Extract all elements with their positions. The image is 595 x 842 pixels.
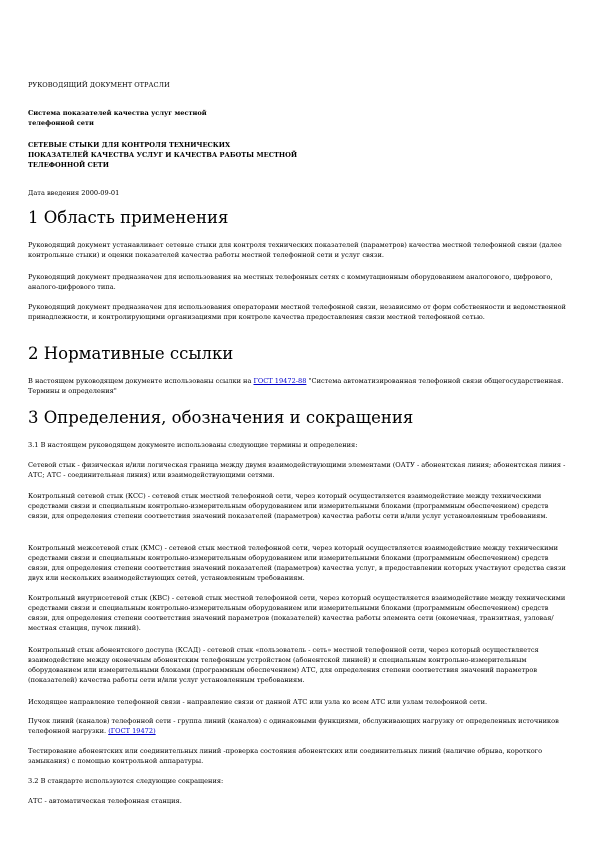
section-3-1-intro: 3.1 В настоящем руководящем документе использованы следующие термины и определения: [28,441,358,449]
definition-line-testing: Тестирование абонентских или соединительных линий -проверка состояния абонентских или соединительных линий (наличие обрыва, короткого замыкания) с помощью контрольной аппаратуры. [28,747,543,765]
section-1-paragraph-1: Руководящий документ устанавливает сетевые стыки для контроля технических показателей (параметров) качества местной телефонной связи (далее контрольные стыки) и оценки показателей качества работы местной телефонной сети и услуг связи. [28,241,562,259]
section-2-paragraph [28,376,568,396]
definition-kms: Контрольный межсетевой стык (КМС) - сетевой стык местной телефонной сети, через который осуществляется взаимодействие между техническими средствами связи и специальным контрольно-измерительным оборудованием или измерительными блоками (программным обеспечением) средств связи, для определения степени соответствия значений показателей (параметров) качества услуг, в предоставлении которых участвуют средства связи двух или нескольких взаимодействующих сетей, установленным требованиям. [28,544,566,582]
definition-network-interface: Сетевой стык - физическая и/или логическая граница между двумя взаимодействующими элементами (ОАТУ - абонентская линия; абонентская линия - АТС; АТС - соединительная линия) или взаимодействующими сетями. [28,461,566,479]
definition-ksad: Контрольный стык абонентского доступа (КСАД) - сетевой стык «пользователь - сеть» местной телефонной сети, через который осуществляется взаимодействие между оконечным абонентским телефонным устройством (абонентской линией) и специальным контрольно-измерительным оборудованием или измерительными блоками (программным обеспечением) АТС, для определения степени соответствия значений параметров (показателей) качества работы сети и/или услуг установленным требованиям. [28,646,539,684]
org-line: РУКОВОДЯЩИЙ ДОКУМЕНТ ОТРАСЛИ [28,81,170,89]
line-bundle-text: Пучок линий (каналов) телефонной сети - группа линий (каналов) с одинаковыми функциями, обслуживающих нагрузку от определенных источников телефонной нагрузки. [28,717,559,735]
section-1-heading: 1 Область применения [28,208,229,227]
document-title-line-2: ПОКАЗАТЕЛЕЙ КАЧЕСТВА УСЛУГ И КАЧЕСТВА РАБОТЫ МЕСТНОЙ [28,151,298,159]
definition-line-bundle [28,716,568,736]
definition-outgoing-direction: Исходящее направление телефонной связи - направление связи от данной АТС или узла ко всем АТС или узлам телефонной сети. [28,698,488,706]
section-2-text-before: В настоящем руководящем документе использованы ссылки на [28,377,254,385]
abbreviation-ats: АТС - автоматическая телефонная станция. [28,797,182,805]
gost-19472-link[interactable]: (ГОСТ 19472) [108,727,156,735]
section-2-text-after: "Система автоматизированная телефонной связи общегосударственная. Термины и определения" [28,377,564,395]
section-2-heading: 2 Нормативные ссылки [28,344,234,363]
subtitle-line-1: Система показателей качества услуг местной [28,109,207,117]
document-title-line-3: ТЕЛЕФОННОЙ СЕТИ [28,161,109,169]
effective-date: Дата введения 2000-09-01 [28,189,120,197]
document-title-line-1: СЕТЕВЫЕ СТЫКИ ДЛЯ КОНТРОЛЯ ТЕХНИЧЕСКИХ [28,141,231,149]
subtitle-line-2: телефонной сети [28,119,94,127]
section-1-paragraph-3: Руководящий документ предназначен для использования операторами местной телефонной связи, независимо от форм собственности и ведомственной принадлежности, и контролирующими организациями при контроле качества предоставления связи местной телефонной сетью. [28,303,566,321]
definition-kvs: Контрольный внутрисетевой стык (КВС) - сетевой стык местной телефонной сети, через который осуществляется взаимодействие между техническими средствами связи и специальным контрольно-измерительным оборудованием или измерительными блоками (программным обеспечением) средств связи, для определения степени соответствия значений параметров (показателей) качества работы элемента сети (оконечная, транзитная, узловая/местная станция, пучок линий). [28,594,566,632]
section-1-paragraph-2: Руководящий документ предназначен для использования на местных телефонных сетях с коммутационным оборудованием аналогового, цифрового, аналого-цифрового типа. [28,273,553,291]
definition-kss: Контрольный сетевой стык (КСС) - сетевой стык местной телефонной сети, через который осуществляется взаимодействие между техническими средствами связи и специальным контрольно-измерительным оборудованием или измерительными блоками (программным обеспечением) средств связи, для определения степени соответствия значений показателей (параметров) качества работы сети и/или услуг установленным требованиям. [28,492,549,520]
gost-19472-88-link[interactable]: ГОСТ 19472-88 [253,377,307,385]
section-3-2-intro: 3.2 В стандарте используются следующие сокращения: [28,777,224,785]
section-3-heading: 3 Определения, обозначения и сокращения [28,408,414,427]
